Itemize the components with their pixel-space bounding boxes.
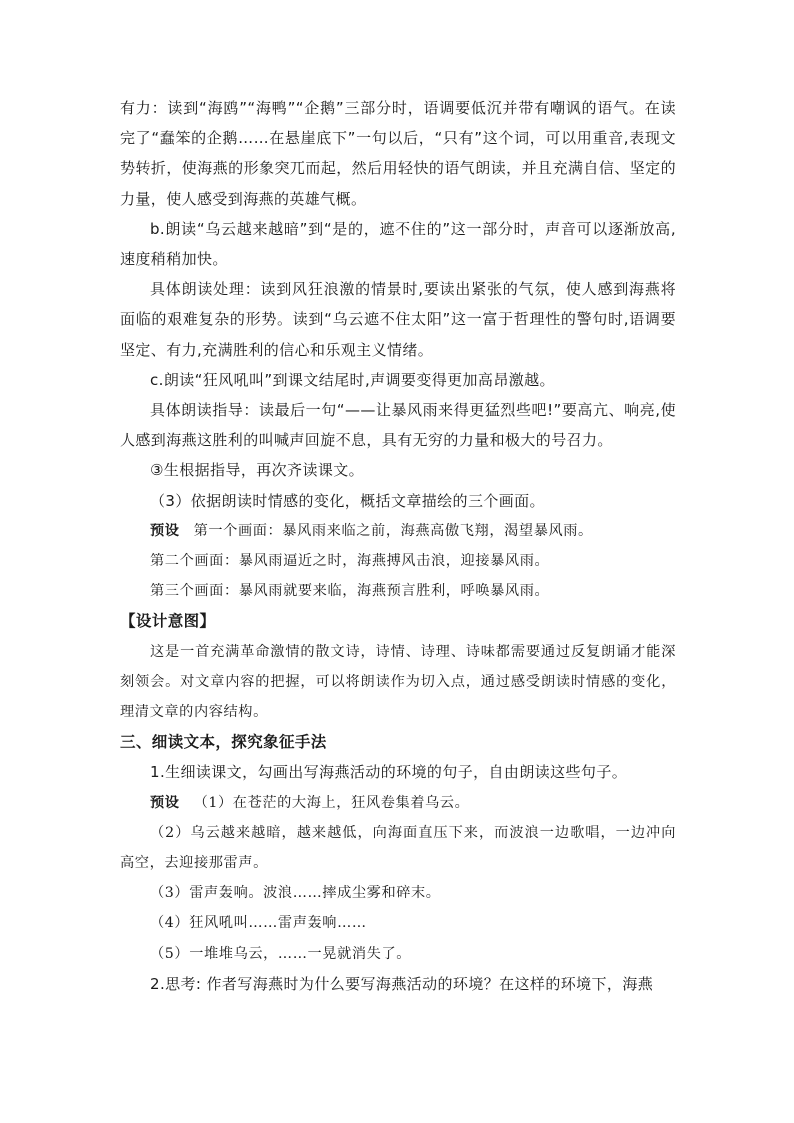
paragraph-reading-b: b.朗读“乌云越来越暗”到“是的，遮不住的”这一部分时，声音可以逐渐放高,速度稍稍加快。 bbox=[120, 219, 676, 269]
sentence-1-text: （1）在苍茫的大海上，狂风卷集着乌云。 bbox=[193, 794, 470, 811]
preset-label-2: 预设 bbox=[150, 794, 180, 811]
paragraph-design-intent: 这是一首充满革命激情的散文诗，诗情、诗理、诗味都需要通过反复朗诵才能深刻领会。对文章内容的把握，可以将朗读作为切入点，通过感受朗读时情感的变化，理清文章的内容结构。 bbox=[120, 643, 676, 721]
preset-sentence-5: （5）一堆堆乌云，……一晃就消失了。 bbox=[150, 945, 412, 962]
section-heading-design-intent: 【设计意图】 bbox=[120, 612, 216, 631]
preset-sentence-3: （3）雷声轰响。波浪……摔成尘雾和碎末。 bbox=[150, 885, 441, 902]
paragraph-reading-c: c.朗读“狂风吼叫”到课文结尾时,声调要变得更加高昂激越。 bbox=[150, 370, 555, 389]
paragraph-reading-guidance: 具体朗读指导：读最后一句“——让暴风雨来得更猛烈些吧!”要高亢、响亮,使人感到海燕这胜利的叫喊声回旋不息，具有无穷的力量和极大的号召力。 bbox=[120, 401, 676, 450]
paragraph-reading-tone: 有力：读到“海鸥”“海鸭”“企鹅”三部分时，语调要低沉并带有嘲讽的语气。在读完了“蠢笨的企鹅……在悬崖底下”一句以后，“只有”这个词，可以用重音,表现文势转折，使海燕的形象突兀而起，然后用轻快的语气朗读，并且充满自信、坚定的力量，使人感受到海燕的英雄气概。 bbox=[120, 99, 676, 208]
preset-label: 预设 bbox=[150, 522, 180, 539]
scene-1-text: 第一个画面：暴风雨来临之前，海燕高傲飞翔，渴望暴风雨。 bbox=[193, 522, 593, 539]
preset-sentence-2: （2）乌云越来越暗，越来越低，向海面直压下来，而波浪一边歌唱，一边冲向高空，去迎接那雷声。 bbox=[120, 824, 676, 872]
preset-scene-2: 第二个画面：暴风雨逼近之时，海燕搏风击浪，迎接暴风雨。 bbox=[150, 553, 550, 570]
paragraph-read-again: ③生根据指导，再次齐读课文。 bbox=[150, 461, 365, 480]
preset-scene-3: 第三个画面：暴风雨就要来临，海燕预言胜利，呼唤暴风雨。 bbox=[150, 583, 550, 600]
paragraph-reading-detail: 具体朗读处理：读到风狂浪激的情景时,要读出紧张的气氛，使人感到海燕将面临的艰难复杂的形势。读到“乌云遮不住太阳”这一富于哲理性的警句时,语调要坚定、有力,充满胜利的信心和乐观主义情绪。 bbox=[120, 280, 676, 359]
paragraph-question-3: （3）依据朗读时情感的变化，概括文章描绘的三个画面。 bbox=[150, 491, 545, 510]
document-body bbox=[120, 93, 676, 999]
section-heading-close-reading: 三、细读文本，探究象征手法 bbox=[120, 733, 327, 752]
preset-scene-1 bbox=[120, 516, 676, 546]
preset-sentence-4: （4）狂风吼叫……雷声轰响…… bbox=[150, 915, 367, 932]
paragraph-task-2: 2.思考: 作者写海燕时为什么要写海燕活动的环境？在这样的环境下，海燕 bbox=[150, 974, 654, 993]
paragraph-task-1: 1.生细读课文，勾画出写海燕活动的环境的句子，自由朗读这些句子。 bbox=[150, 763, 628, 782]
preset-sentence-1 bbox=[120, 788, 676, 818]
